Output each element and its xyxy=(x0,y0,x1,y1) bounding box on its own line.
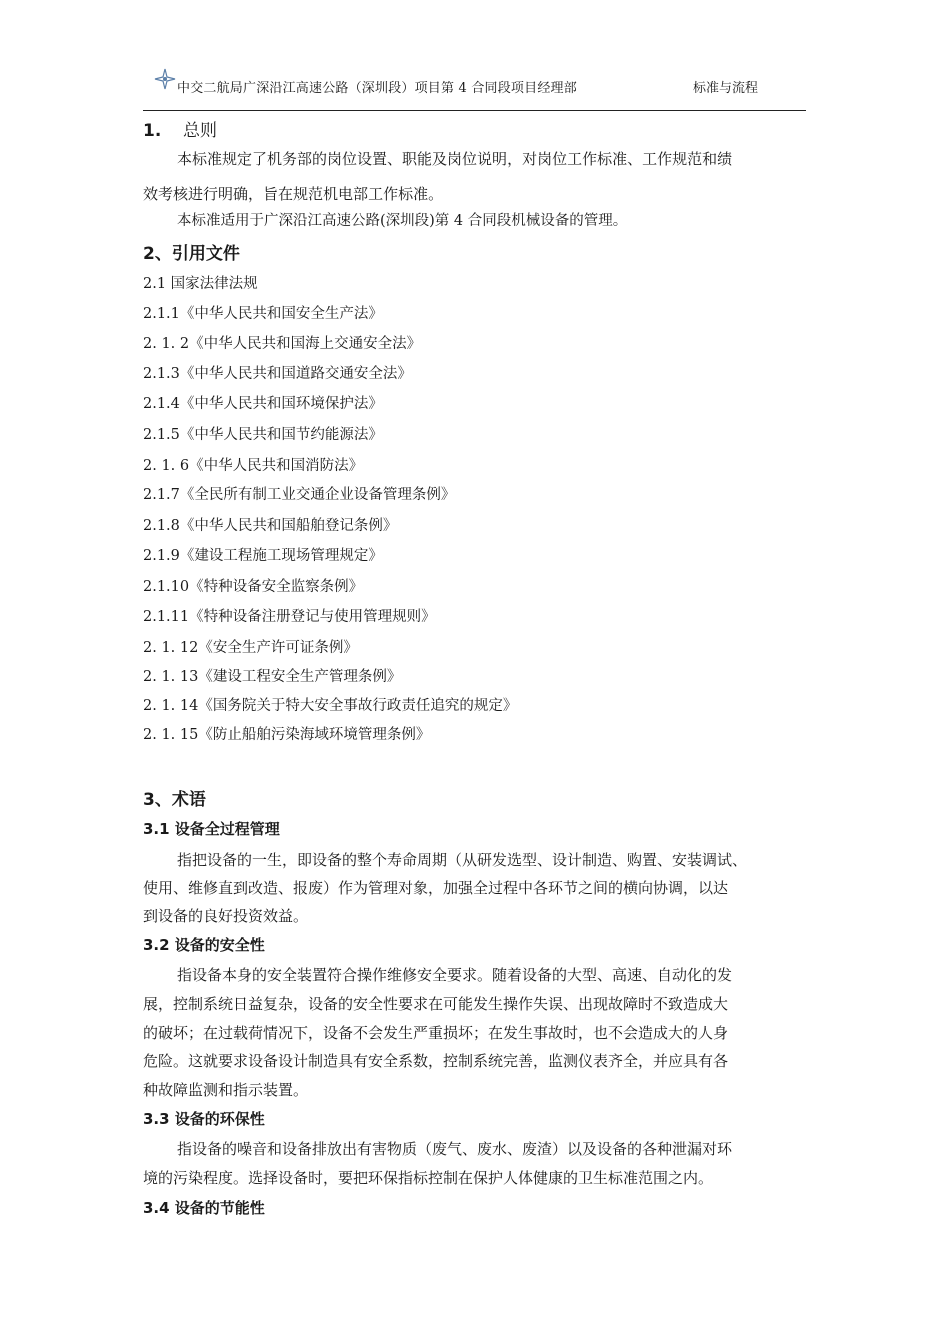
subsection-3-2-heading: 3.2 设备的安全性 xyxy=(143,936,265,954)
list-item: 2. 1. 15《防止船舶污染海域环境管理条例》 xyxy=(143,727,431,743)
list-item: 2.1.8《中华人民共和国船舶登记条例》 xyxy=(143,518,398,534)
list-item: 2.1.3《中华人民共和国道路交通安全法》 xyxy=(143,366,412,382)
paragraph-line: 境的污染程度。选择设备时，要把环保指标控制在保护人体健康的卫生标准范围之内。 xyxy=(143,1169,714,1187)
paragraph-line: 危险。这就要求设备设计制造具有安全系数，控制系统完善，监测仪表齐全，并应具有各 xyxy=(143,1052,729,1070)
section-3-heading: 3、术语 xyxy=(143,790,206,810)
header-org-name: 中交二航局广深沿江高速公路（深圳段）项目第 4 合同段项目经理部 xyxy=(177,81,577,96)
paragraph-line: 指设备的噪音和设备排放出有害物质（废气、废水、废渣）以及设备的各种泄漏对环 xyxy=(177,1140,733,1158)
list-item: 2.1.11《特种设备注册登记与使用管理规则》 xyxy=(143,609,436,625)
section-1-paragraph-1a: 本标准规定了机务部的岗位设置、职能及岗位说明，对岗位工作标准、工作规范和绩 xyxy=(177,150,733,168)
paragraph-line: 展，控制系统日益复杂，设备的安全性要求在可能发生操作失误、出现故障时不致造成大 xyxy=(143,995,729,1013)
paragraph-line: 使用、维修直到改造、报废）作为管理对象，加强全过程中各环节之间的横向协调，以达 xyxy=(143,879,729,897)
header-doc-type: 标准与流程 xyxy=(693,81,759,96)
list-item: 2. 1. 2《中华人民共和国海上交通安全法》 xyxy=(143,336,422,352)
list-item: 2.1.1《中华人民共和国安全生产法》 xyxy=(143,306,383,322)
list-item: 2. 1. 13《建设工程安全生产管理条例》 xyxy=(143,669,402,685)
list-item: 2. 1. 12《安全生产许可证条例》 xyxy=(143,640,358,656)
list-item: 2.1.9《建设工程施工现场管理规定》 xyxy=(143,548,383,564)
list-item: 2.1.7《全民所有制工业交通企业设备管理条例》 xyxy=(143,487,456,503)
list-item: 2.1.5《中华人民共和国节约能源法》 xyxy=(143,427,383,443)
section-2-heading: 2、引用文件 xyxy=(143,244,240,264)
list-item: 2.1 国家法律法规 xyxy=(143,276,258,292)
paragraph-line: 的破坏；在过载荷情况下，设备不会发生严重损坏；在发生事故时，也不会造成大的人身 xyxy=(143,1024,729,1042)
list-item: 2. 1. 14《国务院关于特大安全事故行政责任追究的规定》 xyxy=(143,698,518,714)
paragraph-line: 指设备本身的安全装置符合操作维修安全要求。随着设备的大型、高速、自动化的发 xyxy=(177,966,733,984)
paragraph-line: 种故障监测和指示装置。 xyxy=(143,1081,309,1099)
page-header xyxy=(143,66,806,111)
subsection-3-3-heading: 3.3 设备的环保性 xyxy=(143,1110,265,1128)
list-item: 2. 1. 6《中华人民共和国消防法》 xyxy=(143,458,364,474)
compass-star-icon xyxy=(154,68,176,90)
subsection-3-1-heading: 3.1 设备全过程管理 xyxy=(143,820,280,838)
section-1-paragraph-1b: 效考核进行明确，旨在规范机电部工作标准。 xyxy=(143,185,444,203)
list-item: 2.1.10《特种设备安全监察条例》 xyxy=(143,579,364,595)
section-1-heading: 1. 总则 xyxy=(143,121,217,141)
paragraph-line: 指把设备的一生，即设备的整个寿命周期（从研发选型、设计制造、购置、安装调试、 xyxy=(177,851,748,869)
list-item: 2.1.4《中华人民共和国环境保护法》 xyxy=(143,396,383,412)
section-1-paragraph-2: 本标准适用于广深沿江高速公路(深圳段)第 4 合同段机械设备的管理。 xyxy=(177,213,628,229)
subsection-3-4-heading: 3.4 设备的节能性 xyxy=(143,1199,265,1217)
paragraph-line: 到设备的良好投资效益。 xyxy=(143,907,309,925)
